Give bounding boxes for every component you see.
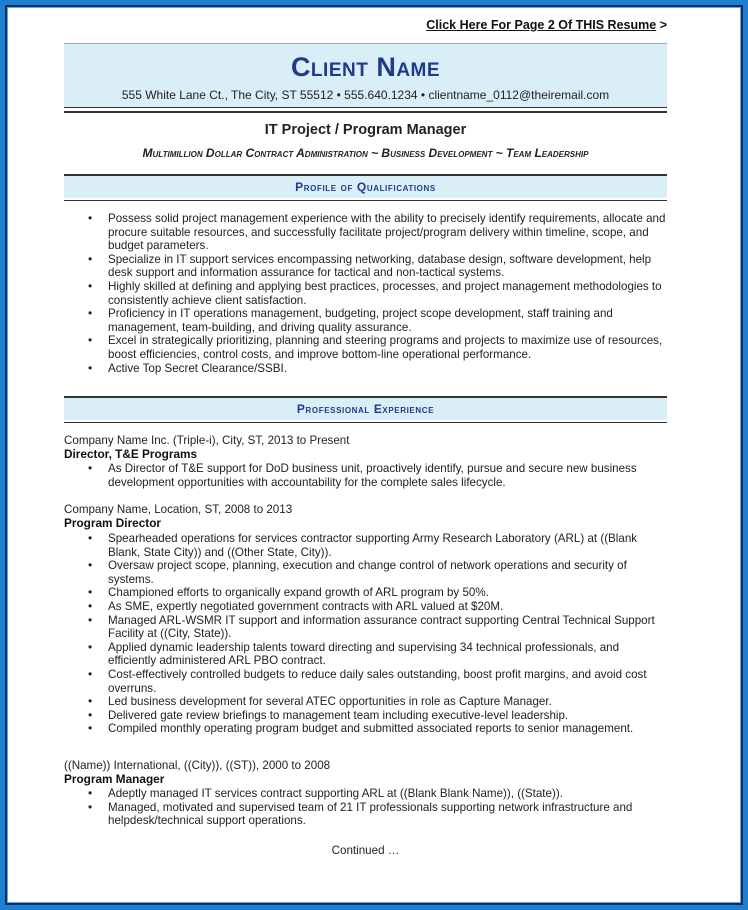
job-2-company: Company Name, Location, ST, 2008 to 2013 bbox=[64, 503, 293, 516]
job-2-list bbox=[64, 532, 667, 736]
profile-list bbox=[64, 212, 667, 375]
list-item: • Led business development for several ATEC opportunities in role as Capture Manager. bbox=[64, 695, 667, 709]
list-item: • Applied dynamic leadership talents toward directing and supervising 34 technical professionals, and efficiently administered ARL PBO contract. bbox=[64, 641, 667, 668]
contact-line: 555 White Lane Ct., The City, ST 55512 • 555.640.1234 • clientname_0112@theiremail.com bbox=[121, 88, 610, 102]
job-1-company: Company Name Inc. (Triple-i), City, ST, 2013 to Present bbox=[64, 434, 350, 447]
experience-heading: Professional Experience bbox=[296, 402, 435, 416]
header-divider bbox=[64, 107, 667, 113]
page-2-link-arrow[interactable]: > bbox=[659, 18, 667, 32]
job-3-title: Program Manager bbox=[64, 772, 165, 786]
list-item: • Highly skilled at defining and applying best practices, processes, and project management methodologies to consistently achieve client satisfaction. bbox=[64, 280, 667, 307]
job-3-company: ((Name)) International, ((City)), ((ST)), 2000 to 2008 bbox=[64, 759, 331, 772]
list-item: • Cost-effectively controlled budgets to reduce daily sales outstanding, boost profit margins, and avoid cost overruns. bbox=[64, 668, 667, 695]
list-item: • As SME, expertly negotiated government contracts with ARL valued at $20M. bbox=[64, 600, 667, 614]
job-2-title: Program Director bbox=[64, 516, 162, 530]
list-item: • Championed efforts to organically expand growth of ARL program by 50%. bbox=[64, 586, 667, 600]
list-item: • Compiled monthly operating program budget and submitted associated reports to senior management. bbox=[64, 722, 667, 736]
list-item: • Managed, motivated and supervised team of 21 IT professionals supporting network infrastructure and helpdesk/technical support operations. bbox=[64, 801, 667, 828]
list-item: • Possess solid project management experience with the ability to precisely identify requirements, allocate and procure suitable resources, and successfully facilitate project/program delivery within timeline, scope, and budget parameters. bbox=[64, 212, 667, 253]
list-item: • Spearheaded operations for services contractor supporting Army Research Laboratory (ARL) at ((Blank Blank, State City)) and ((Other State, City)). bbox=[64, 532, 667, 559]
list-item: • Adeptly managed IT services contract supporting ARL at ((Blank Blank Name)), ((State)). bbox=[64, 787, 667, 801]
profile-heading: Profile of Qualifications bbox=[295, 180, 436, 194]
continued-note: Continued … bbox=[331, 844, 400, 857]
profile-section-header bbox=[64, 174, 667, 198]
list-item: • Oversaw project scope, planning, execution and change control of network operations and security of systems. bbox=[64, 559, 667, 586]
list-item: • Delivered gate review briefings to management team including executive-level leadership. bbox=[64, 709, 667, 723]
list-item: • As Director of T&E support for DoD business unit, proactively identify, pursue and secure new business development opportunities with accountability for the complete sales lifecycle. bbox=[64, 462, 667, 489]
list-item: • Specialize in IT support services encompassing networking, database design, software development, help desk support and information assurance for tactical and non-tactical systems. bbox=[64, 253, 667, 280]
page-2-link-text[interactable]: Click Here For Page 2 Of THIS Resume bbox=[426, 18, 657, 32]
client-name: Client Name bbox=[290, 52, 441, 82]
name-header-box bbox=[64, 43, 667, 108]
list-item: • Proficiency in IT operations management, budgeting, project scope development, staff training and management, team-building, and driving quality assurance. bbox=[64, 307, 667, 334]
list-item: • Active Top Secret Clearance/SSBI. bbox=[64, 362, 667, 376]
page-2-link[interactable] bbox=[426, 18, 667, 32]
tagline: Multimillion Dollar Contract Administration ~ Business Development ~ Team Leadership bbox=[142, 146, 589, 160]
list-item: • Managed ARL-WSMR IT support and information assurance contract supporting Central Technical Support Facility at ((City, State)). bbox=[64, 614, 667, 641]
job-3-list bbox=[64, 787, 667, 828]
list-item: • Excel in strategically prioritizing, planning and steering programs and projects to maximize use of resources, boost efficiencies, control costs, and improve bottom-line operational performance. bbox=[64, 334, 667, 361]
experience-section-header bbox=[64, 396, 667, 420]
job-title: IT Project / Program Manager bbox=[264, 122, 467, 138]
job-1-title: Director, T&E Programs bbox=[64, 447, 198, 461]
job-1-list bbox=[64, 462, 667, 489]
